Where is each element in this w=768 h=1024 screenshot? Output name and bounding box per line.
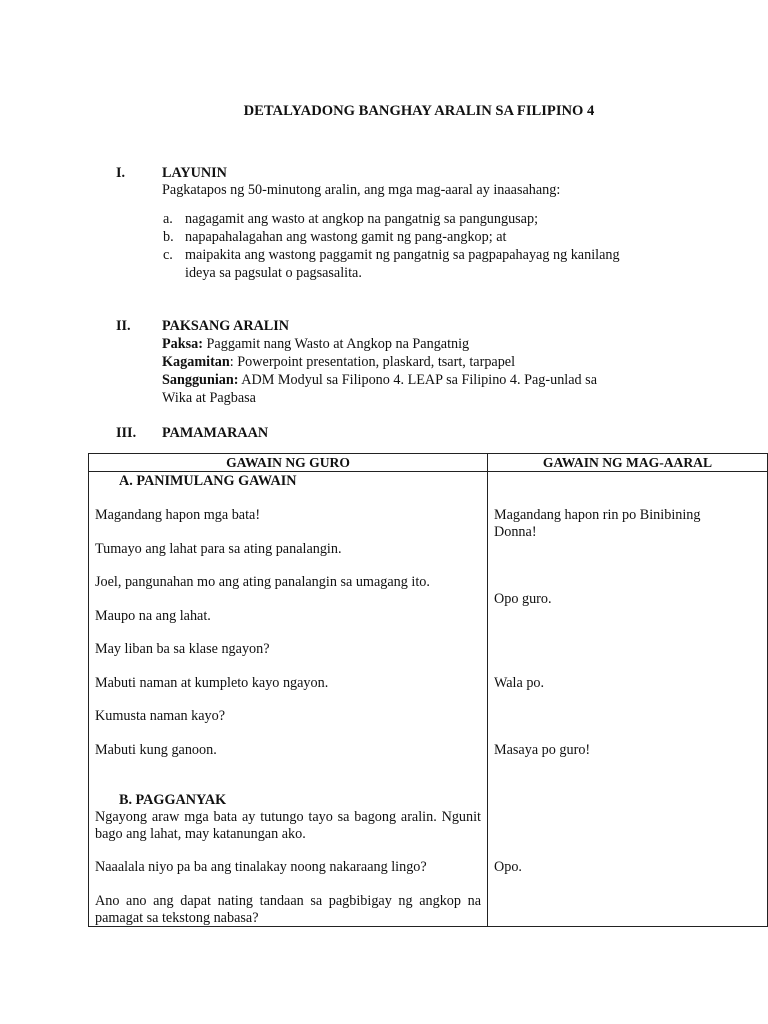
- objective-letter-b: b.: [163, 229, 174, 245]
- mag-aaral-response: Masaya po guro!: [494, 742, 591, 758]
- section-heading-paksang-aralin: PAKSANG ARALIN: [162, 318, 290, 334]
- guro-line: Magandang hapon mga bata!: [95, 507, 261, 523]
- objective-text-c-continued: ideya sa pagsulat o pagsasalita.: [185, 265, 362, 281]
- guro-line: Mabuti naman at kumpleto kayo ngayon.: [95, 675, 329, 691]
- guro-line: Maupo na ang lahat.: [95, 608, 211, 624]
- mag-aaral-response: Opo guro.: [494, 591, 552, 607]
- objective-text-a: nagagamit ang wasto at angkop na pangatnig sa pangungusap;: [185, 211, 539, 227]
- objective-text-b: napapahalagahan ang wastong gamit ng pang-angkop; at: [185, 229, 507, 245]
- section-number-3: III.: [116, 425, 137, 441]
- document-title: DETALYADONG BANGHAY ARALIN SA FILIPINO 4: [243, 103, 595, 119]
- mag-aaral-column: [488, 472, 768, 927]
- pagganyak-line-2: Naaalala niyo pa ba ang tinalakay noong nakaraang lingo?: [95, 859, 427, 875]
- table-header-row: [89, 454, 768, 472]
- mag-aaral-response: Wala po.: [494, 675, 545, 691]
- section-heading-pamamaraan: PAMAMARAAN: [162, 425, 269, 441]
- objective-letter-a: a.: [163, 211, 173, 227]
- guro-line: Kumusta naman kayo?: [95, 708, 226, 724]
- mag-aaral-response-continued: Donna!: [494, 524, 537, 540]
- table-row: [89, 472, 768, 927]
- kagamitan-line: [162, 354, 515, 371]
- section-heading-layunin: LAYUNIN: [162, 165, 227, 181]
- header-gawain-ng-mag-aaral: GAWAIN NG MAG-AARAL: [488, 454, 768, 472]
- header-gawain-ng-guro: GAWAIN NG GURO: [89, 454, 488, 472]
- section-number-1: I.: [116, 165, 126, 181]
- sanggunian-value: ADM Modyul sa Filipono 4. LEAP sa Filipino 4. Pag-unlad sa: [238, 372, 598, 388]
- paksa-value: Paggamit nang Wasto at Angkop na Pangatnig: [203, 336, 470, 352]
- mag-aaral-response: Magandang hapon rin po Binibining: [494, 507, 701, 523]
- pagganyak-paragraph-3: Ano ano ang dapat nating tandaan sa pagbibigay ng angkop na pamagat sa tekstong nabasa?: [95, 893, 481, 926]
- pagganyak-paragraph-1: Ngayong araw mga bata ay tutungo tayo sa bagong aralin. Ngunit bago ang lahat, may katanungan ako.: [95, 809, 481, 842]
- kagamitan-value: : Powerpoint presentation, plaskard, tsart, tarpapel: [229, 354, 516, 370]
- paksa-line: [162, 336, 469, 353]
- sanggunian-line-continued: Wika at Pagbasa: [162, 390, 256, 406]
- guro-line: Joel, pangunahan mo ang ating panalangin sa umagang ito.: [95, 574, 430, 590]
- kagamitan-label: Kagamitan: [162, 354, 230, 370]
- objective-letter-c: c.: [163, 247, 173, 263]
- objective-text-c: maipakita ang wastong paggamit ng pangatnig sa pagpapahayag ng kanilang: [185, 247, 620, 263]
- guro-line: Tumayo ang lahat para sa ating panalangin.: [95, 541, 342, 557]
- lesson-procedure-table: [88, 453, 768, 927]
- guro-line: May liban ba sa klase ngayon?: [95, 641, 270, 657]
- subheading-panimulang-gawain: A. PANIMULANG GAWAIN: [119, 473, 297, 489]
- sanggunian-line: [162, 372, 597, 389]
- subheading-pagganyak: B. PAGGANYAK: [119, 792, 227, 808]
- mag-aaral-response: Opo.: [494, 859, 522, 875]
- guro-line: Mabuti kung ganoon.: [95, 742, 217, 758]
- sanggunian-label: Sanggunian:: [162, 372, 239, 388]
- paksa-label: Paksa:: [162, 336, 203, 352]
- section-number-2: II.: [116, 318, 131, 334]
- guro-column: [89, 472, 488, 927]
- layunin-intro: Pagkatapos ng 50-minutong aralin, ang mga mag-aaral ay inaasahang:: [162, 182, 561, 198]
